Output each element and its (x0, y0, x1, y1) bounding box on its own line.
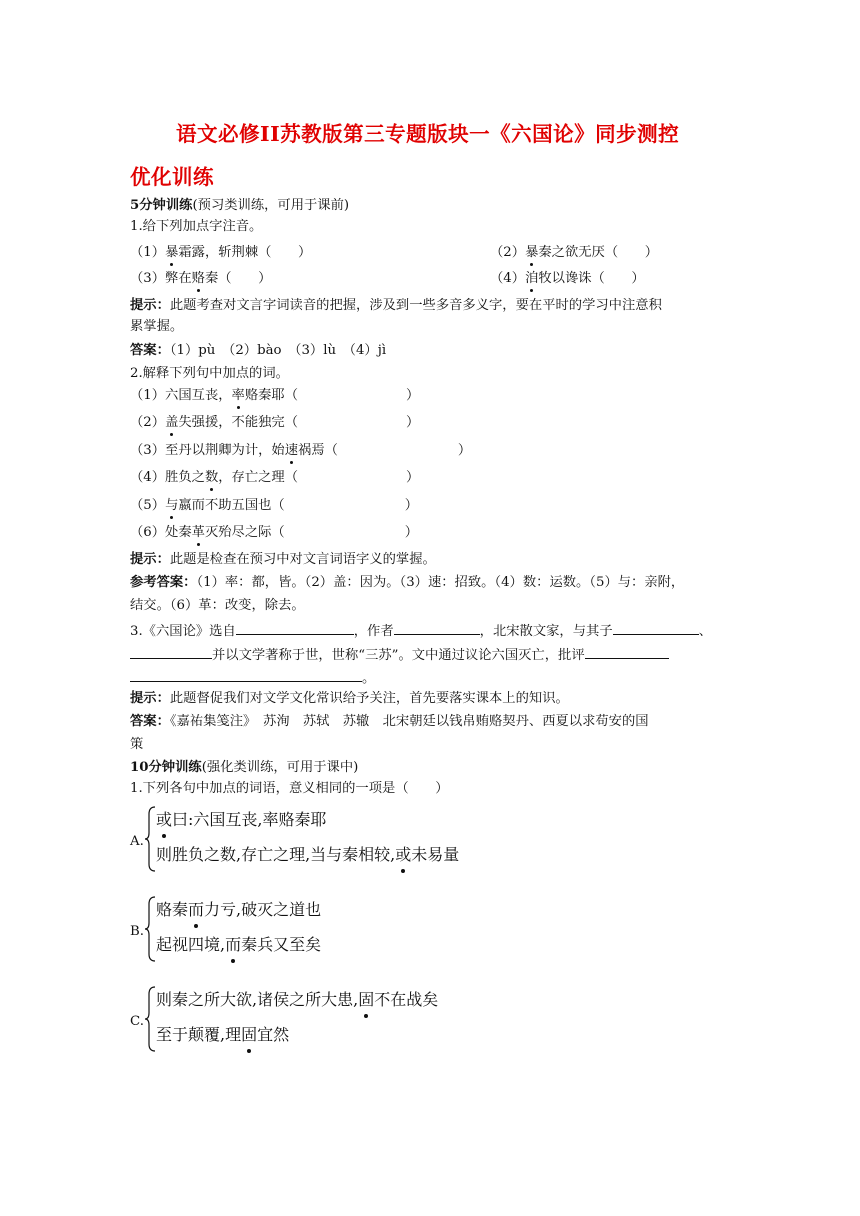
dotted-char: 与 (165, 498, 179, 513)
question-stem (130, 668, 375, 688)
answer-blank[interactable] (613, 621, 699, 635)
stem-text: 3.《六国论》选自 (130, 624, 236, 639)
answer-label: 参考答案： (130, 575, 197, 590)
dotted-char: 赂 (191, 271, 205, 286)
item-prefix: （1） (130, 245, 166, 260)
dotted-char: 暴 (525, 245, 539, 260)
option-line (156, 990, 438, 1010)
document-title-line2: 优化训练 (130, 165, 214, 189)
answer-line: 策 (130, 737, 144, 752)
dotted-char: 或 (395, 845, 412, 864)
answer-blank[interactable] (394, 621, 480, 635)
question-item (130, 497, 418, 515)
option-text: 赂秦 (156, 900, 189, 919)
dotted-char: 而 (188, 900, 205, 919)
stem-text: ，作者 (353, 624, 394, 639)
dotted-char: 盖 (165, 415, 179, 430)
question-item (130, 244, 311, 262)
section-heading (130, 197, 349, 215)
question-item (490, 270, 645, 288)
dotted-char: 速 (284, 443, 299, 458)
question-item (130, 387, 419, 405)
brace-icon (144, 806, 156, 872)
item-prefix: （2） (490, 245, 526, 260)
option-line (156, 845, 459, 865)
item-text: 霜露，斩荆棘（ ） (178, 245, 312, 260)
item-text: 灭殆尽之际（ (204, 525, 285, 540)
item-text: 牧以谗诛（ ） (538, 271, 645, 286)
hint-line (130, 297, 662, 315)
item-prefix: （5） (130, 498, 166, 513)
stem-text: ，北宋散文家，与其子 (479, 624, 613, 639)
option-text: 则胜负之数,存亡之理,当与秦相较, (156, 845, 396, 864)
answer-line: 结交。（6）革：改变，除去。 (130, 598, 305, 613)
section-heading (130, 759, 358, 777)
brace-icon (144, 896, 156, 962)
item-text: 嬴而不助五国也（ (178, 498, 285, 513)
dotted-char: 而 (225, 935, 242, 954)
question-item (130, 469, 419, 487)
answer-blank[interactable] (130, 645, 212, 659)
option-line (156, 900, 321, 920)
hint-line (130, 551, 436, 569)
item-prefix: （1）六国互丧， (130, 388, 232, 403)
option-text: 至于颠覆,理 (156, 1025, 242, 1044)
stem-text: 。 (362, 671, 376, 686)
item-text: 秦（ ） (204, 271, 272, 286)
option-line (156, 1025, 289, 1045)
item-text: ，存亡之理（ (218, 470, 299, 485)
item-text: 秦之欲无厌（ ） (538, 245, 659, 260)
item-text: 失强援，不能独完（ (178, 415, 299, 430)
section-heading-label: 10分钟训练 (130, 760, 202, 775)
hint-line: 累掌握。 (130, 319, 184, 334)
hint-text: 此题考查对文言字词读音的把握，涉及到一些多音多义字，要在平时的学习中注意积 (169, 298, 662, 313)
item-prefix: （2） (130, 415, 166, 430)
option-text: 则秦之所大欲,诸侯之所大患, (156, 990, 359, 1009)
option-text: 秦兵又至矣 (241, 935, 322, 954)
question-item (130, 442, 471, 460)
item-prefix: （4）胜负之 (130, 470, 205, 485)
answer-blank[interactable] (585, 645, 669, 659)
item-prefix: （4） (490, 271, 526, 286)
stem-text: 并以文学著称于世，世称“三苏”。文中通过议论六国灭亡，批评 (212, 648, 585, 663)
item-close: ） (406, 415, 420, 430)
item-text: 赂秦耶（ (244, 388, 299, 403)
question-item (490, 244, 658, 262)
dotted-char: 革 (191, 525, 205, 540)
item-prefix: （3）弊在 (130, 271, 192, 286)
brace-icon (144, 986, 156, 1052)
option-text: 不在战矣 (374, 990, 439, 1009)
hint-text: 此题是检查在预习中对文言词语字义的掌握。 (169, 552, 436, 567)
answer-text: 《嘉祐集笺注》 苏洵 苏轼 苏辙 北宋朝廷以钱帛贿赂契丹、西夏以求苟安的国 (169, 714, 649, 729)
section-heading-note: (预习类训练，可用于课前) (192, 198, 350, 213)
answer-blank[interactable] (130, 668, 362, 682)
item-close: ） (406, 470, 420, 485)
item-close: ） (406, 388, 420, 403)
answer-text: （1）率：都，皆。（2）盖：因为。（3）速：招致。（4）数：运数。（5）与：亲附， (196, 575, 685, 590)
dotted-char: 固 (358, 990, 375, 1009)
option-text: 起视四境, (156, 935, 226, 954)
question-stem: 1.下列各句中加点的词语，意义相同的一项是（ ） (130, 781, 449, 796)
item-prefix: （3）至丹以荆卿为计，始 (130, 443, 285, 458)
option-text: 力亏,破灭之道也 (204, 900, 322, 919)
section-heading-note: (强化类训练，可用于课中) (201, 760, 359, 775)
answer-line (130, 574, 684, 592)
item-close: ） (457, 443, 472, 458)
question-stem (130, 621, 712, 641)
dotted-char: 洎 (525, 271, 539, 286)
option-label: A. (130, 834, 144, 849)
answer-label: 答案： (130, 343, 170, 358)
question-stem: 1.给下列加点字注音。 (130, 219, 263, 234)
option-text: 曰:六国互丧,率赂秦耶 (172, 810, 327, 829)
answer-blank[interactable] (236, 621, 354, 635)
answer-label: 答案： (130, 714, 170, 729)
hint-label: 提示： (130, 691, 170, 706)
option-line (156, 935, 321, 955)
section-heading-label: 5分钟训练 (130, 198, 193, 213)
dotted-char: 固 (241, 1025, 258, 1044)
hint-line (130, 690, 569, 708)
option-line (156, 810, 327, 830)
dotted-char: 率 (231, 388, 245, 403)
option-label: B. (130, 924, 144, 939)
item-prefix: （6）处秦 (130, 525, 192, 540)
question-item (130, 524, 418, 542)
question-item (130, 270, 271, 288)
question-item (130, 414, 419, 432)
hint-label: 提示： (130, 298, 170, 313)
option-text: 宜然 (257, 1025, 290, 1044)
document-title-line1: 语文必修II苏教版第三专题版块一《六国论》同步测控 (176, 122, 680, 146)
item-close: ） (404, 525, 419, 540)
option-text: 未易量 (411, 845, 460, 864)
item-close: ） (404, 498, 419, 513)
hint-text: 此题督促我们对文学文化常识给予关注，首先要落实课本上的知识。 (169, 691, 569, 706)
question-stem: 2.解释下列句中加点的词。 (130, 366, 289, 381)
item-text: 祸焉（ (298, 443, 338, 458)
dotted-char: 数 (204, 470, 219, 485)
hint-label: 提示： (130, 552, 170, 567)
option-label: C. (130, 1014, 144, 1029)
dotted-char: 或 (156, 810, 173, 829)
question-stem (130, 645, 669, 665)
answer-text: （1）pù （2）bào （3）lù （4）jì (169, 343, 387, 358)
dotted-char: 暴 (165, 245, 179, 260)
stem-text: 、 (698, 624, 712, 639)
answer-line (130, 713, 649, 731)
answer-line (130, 342, 386, 360)
